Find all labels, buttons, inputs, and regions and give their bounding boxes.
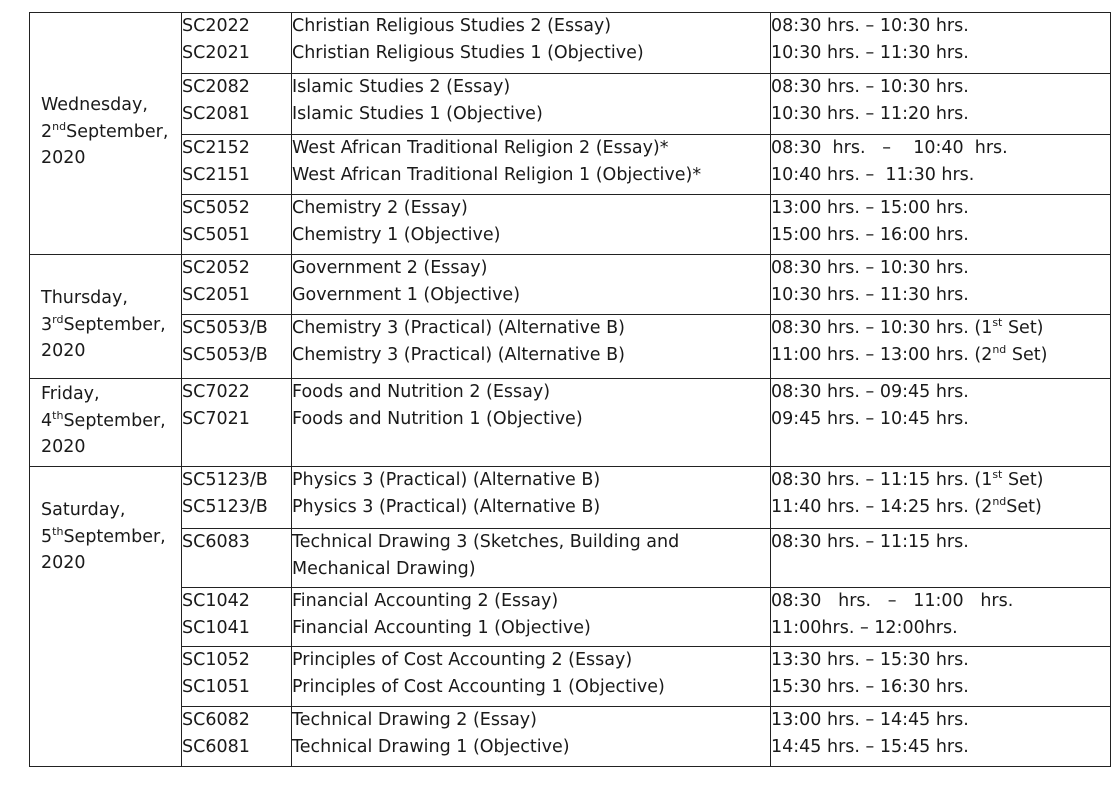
subject: Foods and Nutrition 1 (Objective) [292, 408, 583, 429]
time-cell [771, 647, 1111, 707]
table-row [30, 135, 1111, 195]
exam-code: SC6081 [182, 736, 250, 757]
month: September, [63, 526, 166, 547]
time-cell [771, 13, 1111, 74]
code-cell [182, 13, 292, 74]
day-cell [30, 13, 182, 255]
subject: Christian Religious Studies 1 (Objective) [292, 42, 644, 63]
set-ordinal: nd [992, 494, 1007, 508]
time: 13:00 hrs. – 15:00 hrs. [771, 198, 969, 218]
code-cell [182, 379, 292, 467]
day-cell [30, 255, 182, 379]
time: 10:30 hrs. – 11:20 hrs. [771, 103, 969, 124]
subject-cell [292, 379, 771, 467]
time: 11:00 hrs. – 13:00 hrs. (2 [771, 344, 993, 365]
subject: Financial Accounting 2 (Essay) [292, 591, 559, 611]
exam-code: SC2082 [182, 77, 250, 97]
day-cell [30, 379, 182, 467]
subject: Chemistry 3 (Practical) (Alternative B) [292, 344, 625, 365]
subject-cell [292, 255, 771, 315]
time: 08:30 hrs. – 10:30 hrs. [771, 77, 969, 97]
time: 08:30 hrs. – 11:15 hrs. (1 [771, 470, 993, 490]
set-ordinal: st [992, 316, 1003, 329]
exam-code: SC2081 [182, 103, 250, 124]
subject: West African Traditional Religion 2 (Essay)* [292, 138, 669, 158]
day-number: 5 [41, 526, 53, 547]
month: September, [63, 314, 166, 335]
subject: Mechanical Drawing) [292, 558, 476, 579]
code-cell [182, 588, 292, 647]
time: 08:30 hrs. – 09:45 hrs. [771, 382, 969, 402]
day-number: 2 [41, 121, 53, 142]
subject: Principles of Cost Accounting 2 (Essay) [292, 650, 633, 670]
table-row [30, 707, 1111, 767]
exam-code: SC7021 [182, 408, 250, 429]
subject: Principles of Cost Accounting 1 (Objective) [292, 676, 665, 697]
subject: Chemistry 3 (Practical) (Alternative B) [292, 318, 625, 338]
time: 15:30 hrs. – 16:30 hrs. [771, 676, 969, 697]
exam-code: SC6083 [182, 532, 250, 552]
exam-code: SC7022 [182, 382, 250, 402]
exam-code: SC5123/B [182, 496, 268, 517]
subject-cell [292, 315, 771, 379]
exam-code: SC1051 [182, 676, 250, 697]
exam-code: SC5053/B [182, 318, 268, 338]
subject: Physics 3 (Practical) (Alternative B) [292, 470, 601, 490]
table-row [30, 647, 1111, 707]
code-cell [182, 135, 292, 195]
day-number: 3 [41, 314, 53, 335]
exam-code: SC1041 [182, 617, 250, 638]
time: 11:40 hrs. – 14:25 hrs. (2 [771, 496, 993, 517]
subject: Chemistry 2 (Essay) [292, 198, 468, 218]
exam-code: SC1042 [182, 591, 250, 611]
table-row [30, 255, 1111, 315]
subject-cell [292, 529, 771, 588]
year: 2020 [41, 553, 86, 573]
set-label: Set) [1002, 470, 1044, 490]
time-cell [771, 707, 1111, 767]
subject-cell [292, 195, 771, 255]
table-row [30, 588, 1111, 647]
table-row [30, 379, 1111, 467]
code-cell [182, 315, 292, 379]
exam-timetable [29, 12, 1111, 767]
time-cell [771, 255, 1111, 315]
subject: Islamic Studies 2 (Essay) [292, 77, 511, 97]
exam-code: SC5053/B [182, 344, 268, 365]
day-suffix: th [52, 408, 64, 422]
time: 11:00hrs. – 12:00hrs. [771, 617, 958, 638]
subject: Government 1 (Objective) [292, 284, 521, 305]
day-suffix: th [52, 524, 64, 538]
month: September, [66, 121, 169, 142]
time: 08:30 hrs. – 10:30 hrs. [771, 16, 969, 36]
subject: Foods and Nutrition 2 (Essay) [292, 382, 551, 402]
weekday: Wednesday, [41, 95, 148, 115]
time: 08:30 hrs. – 11:15 hrs. [771, 532, 969, 552]
subject: Technical Drawing 2 (Essay) [292, 710, 537, 730]
set-ordinal: st [992, 468, 1003, 481]
year: 2020 [41, 437, 86, 457]
subject-cell [292, 707, 771, 767]
table-row [30, 467, 1111, 529]
exam-code: SC5052 [182, 198, 250, 218]
time-cell [771, 195, 1111, 255]
exam-code: SC2151 [182, 164, 250, 185]
subject-cell [292, 74, 771, 135]
time-cell [771, 529, 1111, 588]
code-cell [182, 707, 292, 767]
weekday: Saturday, [41, 500, 126, 520]
exam-code: SC2051 [182, 284, 250, 305]
time: 08:30 hrs. – 10:40 hrs. [771, 138, 1008, 158]
time-cell [771, 379, 1111, 467]
subject-cell [292, 13, 771, 74]
time-cell [771, 74, 1111, 135]
subject: Islamic Studies 1 (Objective) [292, 103, 543, 124]
time: 10:30 hrs. – 11:30 hrs. [771, 284, 969, 305]
time: 13:30 hrs. – 15:30 hrs. [771, 650, 969, 670]
time-cell [771, 315, 1111, 379]
time: 08:30 hrs. – 11:00 hrs. [771, 591, 1014, 611]
subject: Physics 3 (Practical) (Alternative B) [292, 496, 601, 517]
time: 13:00 hrs. – 14:45 hrs. [771, 710, 969, 730]
subject: Chemistry 1 (Objective) [292, 224, 501, 245]
exam-code: SC2021 [182, 42, 250, 63]
subject: Technical Drawing 3 (Sketches, Building and [292, 532, 680, 552]
time: 10:40 hrs. – 11:30 hrs. [771, 164, 975, 185]
set-label: Set) [1006, 344, 1048, 365]
code-cell [182, 647, 292, 707]
day-suffix: rd [52, 312, 64, 326]
subject: West African Traditional Religion 1 (Objective)* [292, 164, 702, 185]
exam-code: SC2152 [182, 138, 250, 158]
year: 2020 [41, 341, 86, 361]
table-row [30, 74, 1111, 135]
day-number: 4 [41, 410, 53, 431]
time: 08:30 hrs. – 10:30 hrs. (1 [771, 318, 993, 338]
month: September, [63, 410, 166, 431]
subject-cell [292, 135, 771, 195]
code-cell [182, 74, 292, 135]
time: 10:30 hrs. – 11:30 hrs. [771, 42, 969, 63]
year: 2020 [41, 148, 86, 168]
subject: Financial Accounting 1 (Objective) [292, 617, 591, 638]
table-row [30, 13, 1111, 74]
day-cell [30, 467, 182, 767]
time: 09:45 hrs. – 10:45 hrs. [771, 408, 969, 429]
exam-code: SC6082 [182, 710, 250, 730]
exam-code: SC2052 [182, 258, 250, 278]
subject-cell [292, 647, 771, 707]
day-suffix: nd [52, 119, 67, 133]
code-cell [182, 195, 292, 255]
exam-code: SC1052 [182, 650, 250, 670]
weekday: Friday, [41, 384, 100, 404]
time: 15:00 hrs. – 16:00 hrs. [771, 224, 969, 245]
exam-code: SC5051 [182, 224, 250, 245]
time-cell [771, 467, 1111, 529]
set-label: Set) [1006, 496, 1042, 517]
subject: Government 2 (Essay) [292, 258, 488, 278]
time-cell [771, 588, 1111, 647]
time: 08:30 hrs. – 10:30 hrs. [771, 258, 969, 278]
code-cell [182, 529, 292, 588]
exam-code: SC2022 [182, 16, 250, 36]
weekday: Thursday, [41, 288, 128, 308]
time-cell [771, 135, 1111, 195]
table-row [30, 315, 1111, 379]
subject: Christian Religious Studies 2 (Essay) [292, 16, 612, 36]
subject: Technical Drawing 1 (Objective) [292, 736, 570, 757]
table-row [30, 529, 1111, 588]
exam-code: SC5123/B [182, 470, 268, 490]
subject-cell [292, 588, 771, 647]
set-label: Set) [1002, 318, 1044, 338]
time: 14:45 hrs. – 15:45 hrs. [771, 736, 969, 757]
table-row [30, 195, 1111, 255]
code-cell [182, 467, 292, 529]
set-ordinal: nd [992, 342, 1007, 356]
subject-cell [292, 467, 771, 529]
code-cell [182, 255, 292, 315]
